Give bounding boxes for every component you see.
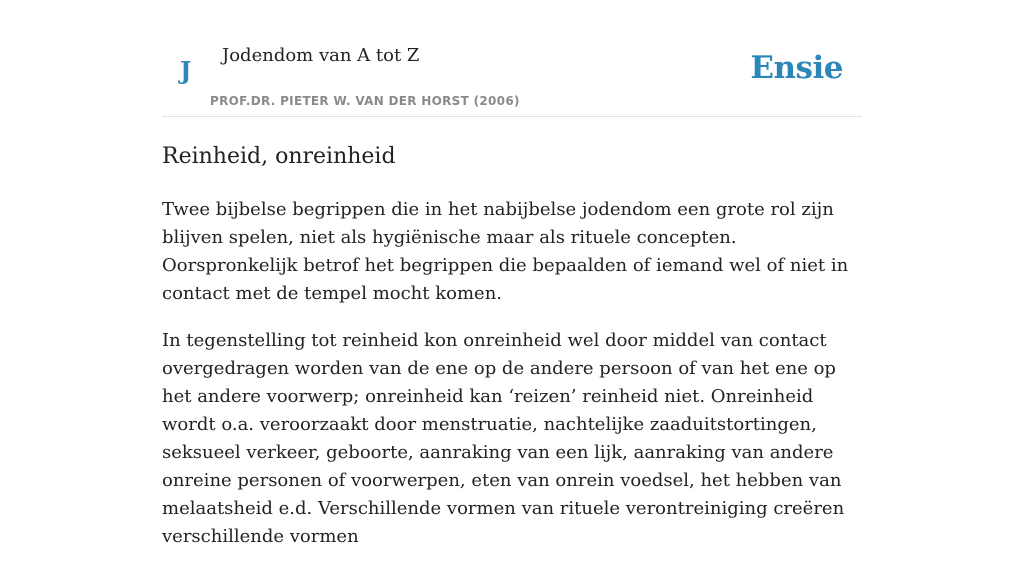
ensie-logo-link[interactable]: Ensie: [750, 50, 843, 86]
book-title[interactable]: Jodendom van A tot Z: [222, 45, 420, 66]
book-icon-link[interactable]: J: [180, 56, 192, 85]
book-author: PROF.DR. PIETER W. VAN DER HORST (2006): [210, 94, 520, 108]
entry-paragraph: In tegenstelling tot reinheid kon onreinheid wel door middel van contact overgedragen worden van de ene op de andere persoon of van het ene op het andere voorwerp; onreinheid kan ‘reizen’ reinheid niet. Onreinheid wordt o.a. veroorzaakt door menstruatie, nachtelijke zaaduitstortingen, seksueel verkeer, geboorte, aanraking van een lijk, aanraking van andere onreine personen of voorwerpen, eten van onrein voedsel, het hebben van melaatsheid e.d. Verschillende vormen van rituele verontreiniging creëren verschillende vormen: [162, 330, 845, 547]
entry-body: [162, 196, 862, 551]
entry-header: [162, 0, 862, 117]
entry-paragraph: Twee bijbelse begrippen die in het nabijbelse jodendom een grote rol zijn blijven spelen, niet als hygiënische maar als rituele concepten. Oorspronkelijk betrof het begrippen die bepaalden of iemand wel of niet in contact met de tempel mocht komen.: [162, 199, 849, 304]
entry-title: Reinheid, onreinheid: [162, 144, 396, 169]
entry-page: [162, 0, 862, 570]
